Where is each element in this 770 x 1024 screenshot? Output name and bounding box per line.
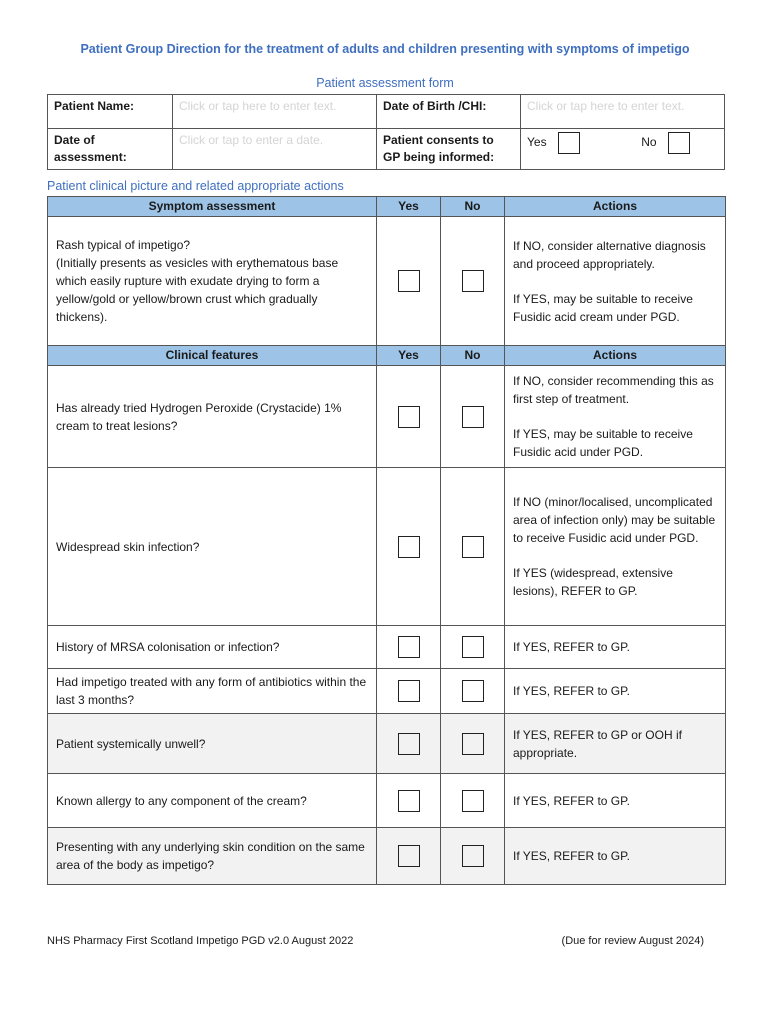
peroxide-yes-checkbox[interactable]: [398, 406, 420, 428]
symptom-header-row: [48, 197, 726, 217]
assessment-date-field[interactable]: Click or tap to enter a date.: [173, 129, 377, 170]
rash-actions: [505, 217, 726, 346]
peroxide-no-checkbox[interactable]: [462, 406, 484, 428]
action-if-no: If NO (minor/localised, uncomplicated area of infection only) may be suitable to receive Fusidic acid under PGD.: [513, 495, 716, 545]
allergy-no-checkbox[interactable]: [462, 790, 484, 812]
unwell-no-checkbox[interactable]: [462, 733, 484, 755]
footer-review-date: (Due for review August 2024): [561, 935, 704, 947]
document-title: Patient Group Direction for the treatment of adults and children presenting with symptoms of impetigo: [80, 42, 690, 56]
allergy-yes-checkbox[interactable]: [398, 790, 420, 812]
mrsa-action: If YES, REFER to GP.: [505, 626, 726, 669]
footer-version: NHS Pharmacy First Scotland Impetigo PGD v2.0 August 2022: [47, 935, 354, 947]
action-if-no: If NO, consider recommending this as first step of treatment.: [513, 374, 714, 406]
mrsa-yes-checkbox[interactable]: [398, 636, 420, 658]
action-if-yes: If YES, may be suitable to receive Fusidic acid under PGD.: [513, 427, 693, 459]
symptom-header: Symptom assessment: [48, 197, 377, 217]
skin-condition-no-checkbox[interactable]: [462, 845, 484, 867]
unwell-action: If YES, REFER to GP or OOH if appropriate.: [505, 714, 726, 774]
table-row: [48, 669, 726, 714]
dob-label: Date of Birth /CHI:: [377, 95, 521, 129]
assessment-table: [47, 196, 726, 885]
consent-label: Patient consents to GP being informed:: [377, 129, 521, 170]
dob-field[interactable]: Click or tap here to enter text.: [521, 95, 725, 129]
actions-header: Actions: [505, 346, 726, 366]
unwell-yes-checkbox[interactable]: [398, 733, 420, 755]
mrsa-no-checkbox[interactable]: [462, 636, 484, 658]
widespread-no-checkbox[interactable]: [462, 536, 484, 558]
assessment-date-label: Date of assessment:: [48, 129, 173, 170]
action-if-no: If NO, consider alternative diagnosis and proceed appropriately.: [513, 238, 706, 271]
table-row: [48, 774, 726, 828]
antibiotics-yes-checkbox[interactable]: [398, 680, 420, 702]
rash-yes-checkbox[interactable]: [398, 270, 420, 292]
question-hydrogen-peroxide: Has already tried Hydrogen Peroxide (Crystacide) 1% cream to treat lesions?: [48, 366, 377, 468]
consent-yes-checkbox[interactable]: [558, 132, 580, 154]
table-row: [48, 217, 726, 346]
consent-options: [521, 129, 725, 170]
yes-header: Yes: [377, 346, 441, 366]
rash-no-checkbox[interactable]: [462, 270, 484, 292]
table-row: [48, 714, 726, 774]
action-if-yes: If YES, may be suitable to receive Fusidic acid cream under PGD.: [513, 291, 693, 324]
no-header: No: [441, 197, 505, 217]
question-antibiotics: Had impetigo treated with any form of antibiotics within the last 3 months?: [48, 669, 377, 714]
skin-condition-action: If YES, REFER to GP.: [505, 828, 726, 885]
skin-condition-yes-checkbox[interactable]: [398, 845, 420, 867]
section-title: Patient clinical picture and related appropriate actions: [47, 179, 344, 193]
clinical-header: Clinical features: [48, 346, 377, 366]
antibiotics-action: If YES, REFER to GP.: [505, 669, 726, 714]
widespread-actions: [505, 468, 726, 626]
antibiotics-no-checkbox[interactable]: [462, 680, 484, 702]
action-if-yes: If YES (widespread, extensive lesions), REFER to GP.: [513, 566, 673, 598]
table-row: [48, 366, 726, 468]
yes-header: Yes: [377, 197, 441, 217]
question-skin-condition: Presenting with any underlying skin condition on the same area of the body as impetigo?: [48, 828, 377, 885]
question-mrsa: History of MRSA colonisation or infection?: [48, 626, 377, 669]
allergy-action: If YES, REFER to GP.: [505, 774, 726, 828]
patient-name-label: Patient Name:: [48, 95, 173, 129]
no-header: No: [441, 346, 505, 366]
question-systemically-unwell: Patient systemically unwell?: [48, 714, 377, 774]
consent-yes-label: Yes: [527, 135, 547, 150]
table-row: [48, 468, 726, 626]
form-title: Patient assessment form: [316, 76, 454, 90]
table-row: [48, 626, 726, 669]
clinical-header-row: [48, 346, 726, 366]
patient-info-table: [47, 94, 725, 170]
table-row: [48, 828, 726, 885]
consent-no-label: No: [641, 135, 657, 150]
question-allergy: Known allergy to any component of the cream?: [48, 774, 377, 828]
question-widespread-infection: Widespread skin infection?: [48, 468, 377, 626]
patient-name-field[interactable]: Click or tap here to enter text.: [173, 95, 377, 129]
peroxide-actions: [505, 366, 726, 468]
question-rash: Rash typical of impetigo? (Initially presents as vesicles with erythematous base which easily rupture with exudate drying to form a yellow/gold or yellow/brown crust which gradually thickens).: [48, 217, 377, 346]
widespread-yes-checkbox[interactable]: [398, 536, 420, 558]
consent-no-checkbox[interactable]: [668, 132, 690, 154]
actions-header: Actions: [505, 197, 726, 217]
